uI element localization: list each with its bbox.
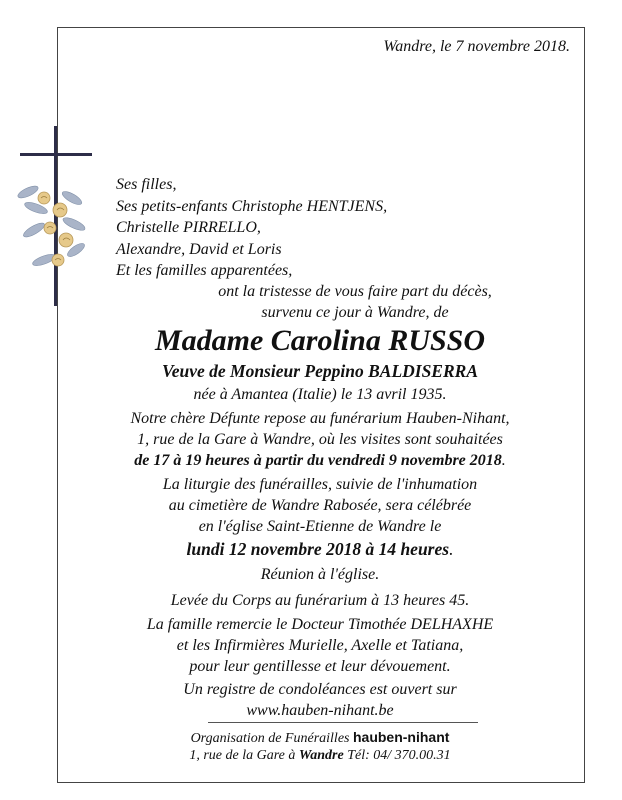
org-prefix: Organisation de Funérailles — [190, 731, 350, 746]
thanks-line-3: pour leur gentillesse et leur dévouement. — [189, 658, 451, 675]
cross-horizontal-bar — [20, 153, 92, 156]
visitation-hours — [60, 452, 580, 470]
family-list — [116, 174, 387, 282]
funeral-datetime — [60, 539, 580, 560]
funeral-datetime-text: lundi 12 novembre 2018 à 14 heures — [186, 539, 450, 559]
widow-of-line: Veuve de Monsieur Peppino BALDISERRA — [161, 361, 479, 381]
intro-line-1: ont la tristesse de vous faire part du décès, — [218, 283, 492, 300]
family-line: Ses filles, — [116, 176, 177, 193]
family-line: Ses petits-enfants Christophe HENTJENS, — [116, 197, 388, 215]
website-link[interactable]: www.hauben-nihant.be — [246, 702, 394, 719]
rose-flowers-icon — [14, 180, 90, 276]
visitation-hours-text: de 17 à 19 heures à partir du vendredi 9 novembre 2018 — [134, 452, 502, 469]
funeral-line-3: en l'église Saint-Etienne de Wandre le — [198, 518, 442, 535]
birth-line: née à Amantea (Italie) le 13 avril 1935. — [193, 386, 447, 403]
org-brand: hauben-nihant — [352, 729, 450, 745]
visitation-line-1: Notre chère Défunte repose au funérarium Hauben-Nihant, — [130, 410, 510, 427]
footer-phone: Tél: 04/ 370.00.31 — [347, 748, 451, 763]
levee-line: Levée du Corps au funérarium à 13 heures 45. — [170, 592, 470, 609]
funeral-line-2: au cimetière de Wandre Rabosée, sera célébrée — [168, 497, 472, 514]
visitation-line-2: 1, rue de la Gare à Wandre, où les visites sont souhaitées — [137, 431, 503, 448]
footer-organisation — [60, 729, 580, 747]
gathering-line: Réunion à l'église. — [260, 566, 380, 583]
footer-divider — [208, 722, 478, 723]
thanks-line-2: et les Infirmières Murielle, Axelle et Tatiana, — [176, 637, 464, 654]
intro-line-2: survenu ce jour à Wandre, de — [261, 304, 449, 321]
address-town: Wandre — [298, 748, 344, 763]
footer-address — [60, 748, 580, 764]
visitation-hours-end: . — [501, 452, 506, 469]
thanks-line-1: La famille remercie le Docteur Timothée DELHAXHE — [146, 616, 494, 633]
family-line: Alexandre, David et Loris — [116, 240, 282, 258]
funeral-line-1: La liturgie des funérailles, suivie de l'inhumation — [162, 476, 478, 493]
family-line: Et les familles apparentées, — [116, 262, 293, 280]
register-line: Un registre de condoléances est ouvert sur — [183, 681, 457, 698]
date-line: Wandre, le 7 novembre 2018. — [383, 38, 570, 55]
funeral-datetime-end: . — [449, 539, 454, 559]
deceased-name: Madame Carolina RUSSO — [154, 324, 486, 357]
family-line: Christelle PIRRELLO, — [116, 219, 261, 237]
address-prefix: 1, rue de la Gare à — [189, 748, 296, 763]
